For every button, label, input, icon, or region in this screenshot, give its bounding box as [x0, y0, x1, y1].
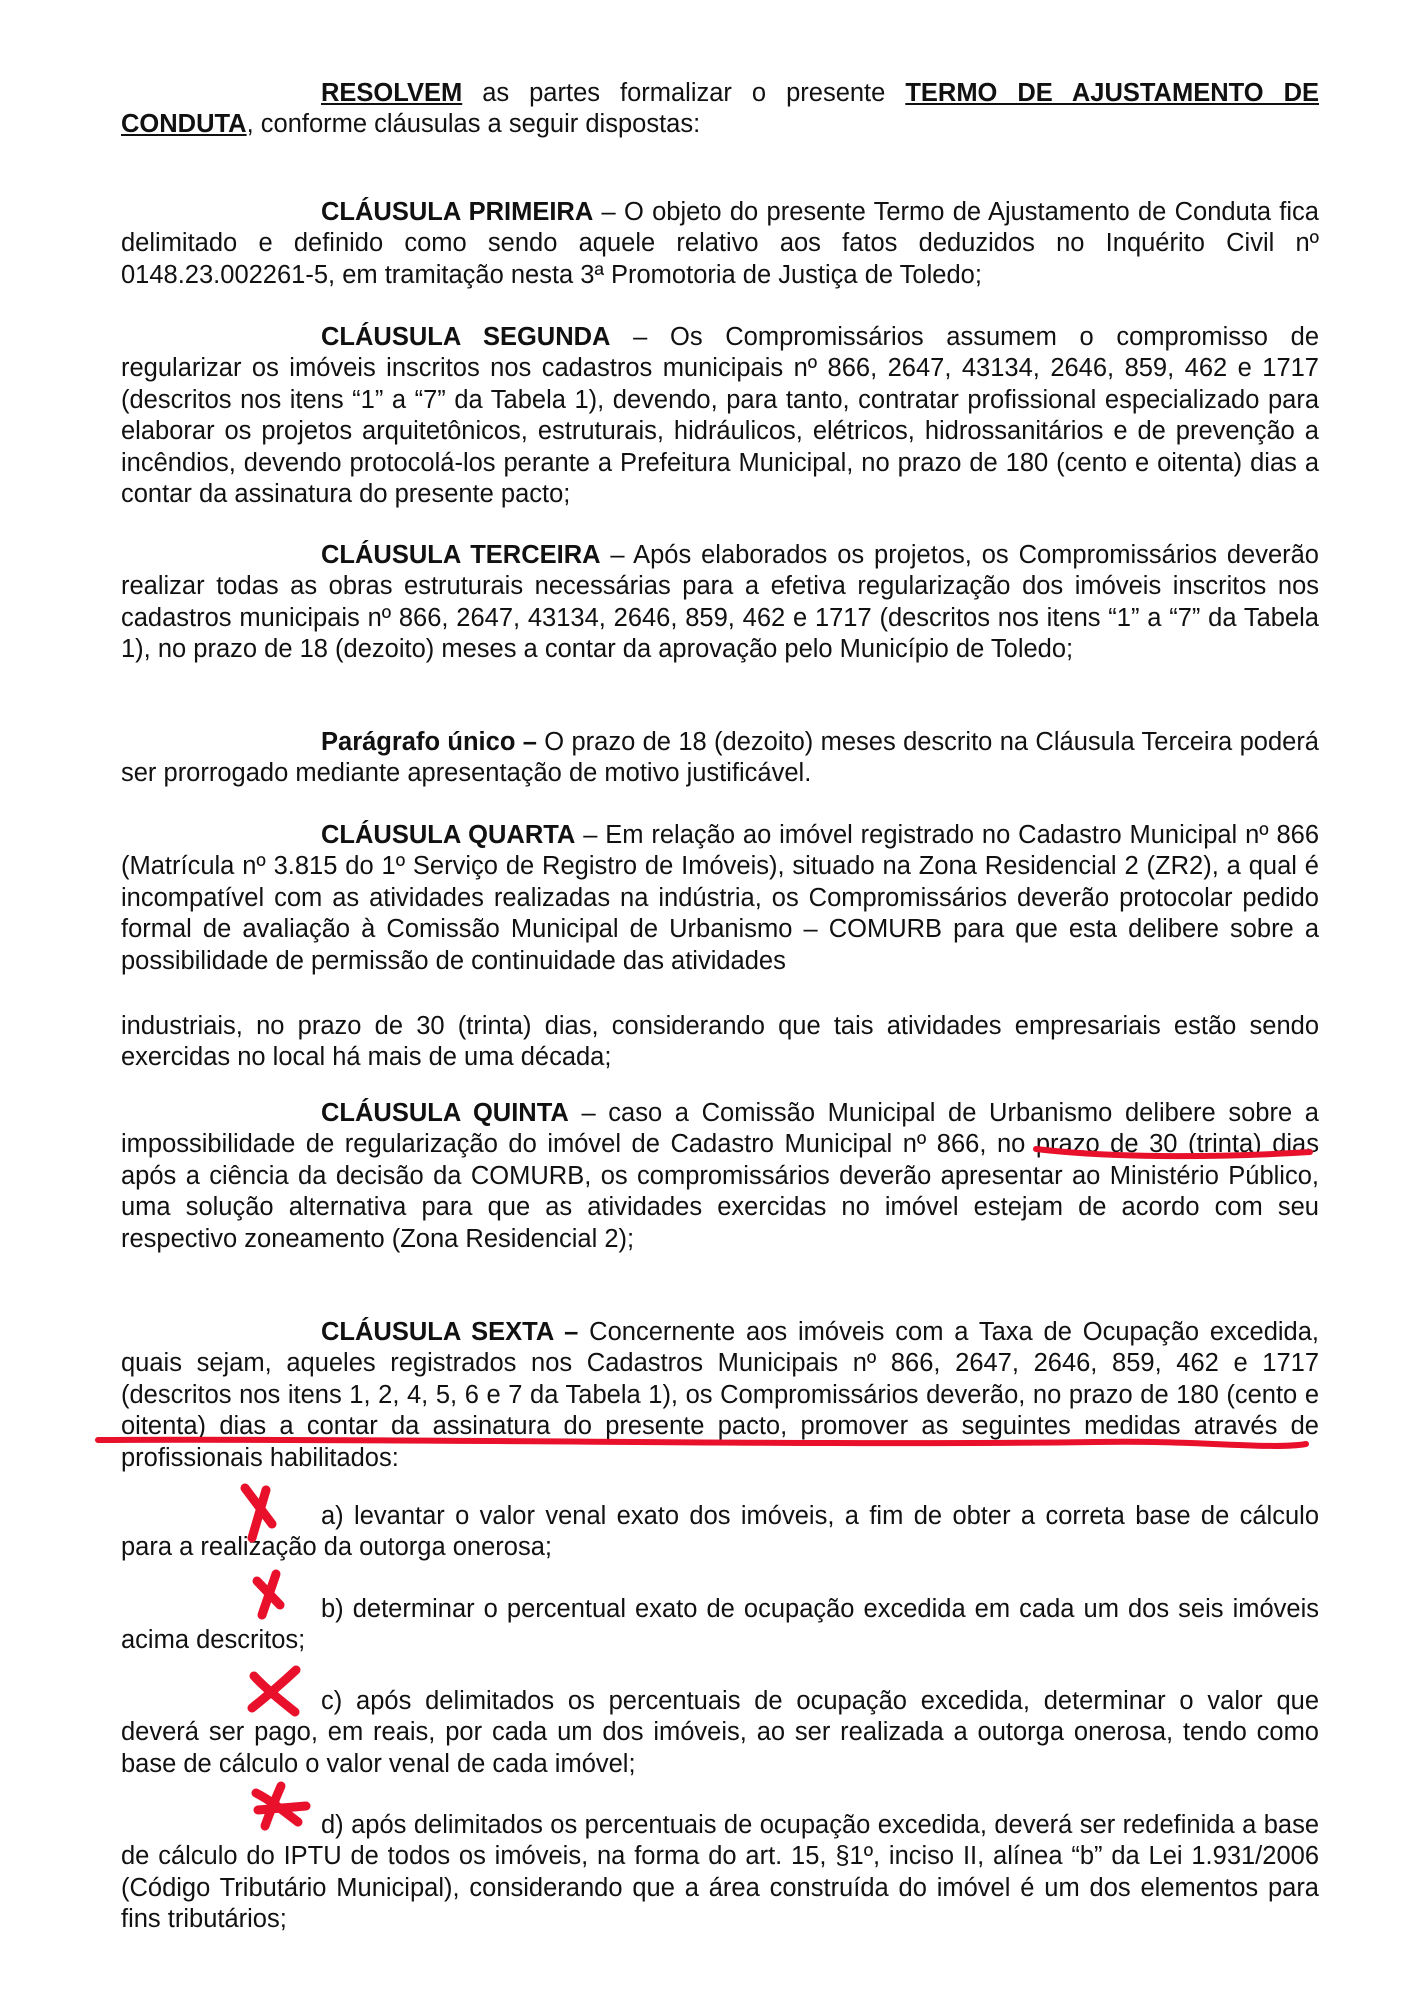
clause-quarta	[121, 820, 1319, 977]
clause-heading: CLÁUSULA TERCEIRA	[321, 541, 601, 569]
resolvem-word: RESOLVEM	[321, 79, 463, 107]
paragrafo-unico	[121, 727, 1319, 790]
clause-sexta	[121, 1317, 1319, 1474]
clause-text: – Em relação ao imóvel registrado no Cadastro Municipal nº 866 (Matrícula nº 3.815 do 1º Serviço de Registro de Imóveis), situado na Zona Residencial 2 (ZR2), a qual é incompatível com as atividades realizadas na indústria, os Compromissários deverão protocolar pedido formal de avaliação à Comissão Municipal de Urbanismo – COMURB para que esta delibere sobre a possibilidade de permissão de continuidade das atividades	[121, 821, 1319, 975]
clause-text: – Após elaborados os projetos, os Compromissários deverão realizar todas as obras estruturais necessárias para a efetiva regularização dos imóveis inscritos nos cadastros municipais nº 866, 2647, 43134, 2646, 859, 462 e 1717 (descritos nos itens “1” a “7” da Tabela 1), no prazo de 18 (dezoito) meses a contar da aprovação pelo Município de Toledo;	[121, 541, 1319, 664]
clause-heading: CLÁUSULA SEGUNDA	[321, 323, 611, 351]
clause-quarta-continuation: industriais, no prazo de 30 (trinta) dias, considerando que tais atividades empresariais estão sendo exercidas no local há mais de uma década;	[121, 1012, 1319, 1072]
clause-primeira	[121, 197, 1319, 291]
item-b: b) determinar o percentual exato de ocupação excedida em cada um dos seis imóveis acima descritos;	[121, 1595, 1319, 1655]
clause-heading: CLÁUSULA QUINTA	[321, 1099, 569, 1127]
item-a: a) levantar o valor venal exato dos imóveis, a fim de obter a correta base de cálculo para a realização da outorga onerosa;	[121, 1502, 1319, 1562]
intro-paragraph: RESOLVEM as partes formalizar o presente TERMO DE AJUSTAMENTO DE CONDUTA, conforme cláusulas a seguir dispostas:	[121, 79, 1319, 139]
clause-text: – Os Compromissários assumem o compromisso de regularizar os imóveis inscritos nos cadastros municipais nº 866, 2647, 43134, 2646, 859, 462 e 1717 (descritos nos itens “1” a “7” da Tabela 1), devendo, para tanto, contratar profissional especializado para elaborar os projetos arquitetônicos, estruturais, hidráulicos, elétricos, hidrossanitários e de prevenção a incêndios, devendo protocolá-los perante a Prefeitura Municipal, no prazo de 180 (cento e oitenta) dias a contar da assinatura do presente pacto;	[121, 323, 1319, 509]
clause-quinta	[121, 1098, 1319, 1255]
clause-segunda	[121, 322, 1319, 510]
item-c: c) após delimitados os percentuais de ocupação excedida, determinar o valor que deverá ser pago, em reais, por cada um dos imóveis, ao ser realizada a outorga onerosa, tendo como base de cálculo o valor venal de cada imóvel;	[121, 1687, 1319, 1778]
item-d: d) após delimitados os percentuais de ocupação excedida, deverá ser redefinida a base de cálculo do IPTU de todos os imóveis, na forma do art. 15, §1º, inciso II, alínea “b” da Lei 1.931/2006 (Código Tributário Municipal), considerando que a área construída do imóvel é um dos elementos para fins tributários;	[121, 1811, 1319, 1934]
clause-heading: CLÁUSULA SEXTA –	[321, 1318, 579, 1346]
tac-term: TERMO DE AJUSTAMENTO DE CONDUTA	[121, 79, 1319, 139]
clause-text: O prazo de 18 (dezoito) meses descrito na Cláusula Terceira poderá ser prorrogado mediante apresentação de motivo justificável.	[121, 728, 1319, 788]
clause-heading: CLÁUSULA QUARTA	[321, 821, 576, 849]
clause-heading: Parágrafo único –	[321, 728, 537, 756]
clause-text: Concernente aos imóveis com a Taxa de Ocupação excedida, quais sejam, aqueles registrados nos Cadastros Municipais nº 866, 2647, 2646, 859, 462 e 1717 (descritos nos itens 1, 2, 4, 5, 6 e 7 da Tabela 1), os Compromissários deverão, no prazo de 180 (cento e oitenta) dias a contar da assinatura do presente pacto, promover as seguintes medidas através de profissionais habilitados:	[121, 1318, 1319, 1472]
clause-terceira	[121, 540, 1319, 666]
clause-heading: CLÁUSULA PRIMEIRA	[321, 198, 594, 226]
clause-text: – O objeto do presente Termo de Ajustamento de Conduta fica delimitado e definido como sendo aquele relativo aos fatos deduzidos no Inquérito Civil nº 0148.23.002261-5, em tramitação nesta 3ª Promotoria de Justiça de Toledo;	[121, 198, 1319, 289]
clause-text: – caso a Comissão Municipal de Urbanismo delibere sobre a impossibilidade de regularização do imóvel de Cadastro Municipal nº 866, no prazo de 30 (trinta) dias após a ciência da decisão da COMURB, os compromissários deverão apresentar ao Ministério Público, uma solução alternativa para que as atividades exercidas no imóvel estejam de acordo com seu respectivo zoneamento (Zona Residencial 2);	[121, 1099, 1319, 1253]
